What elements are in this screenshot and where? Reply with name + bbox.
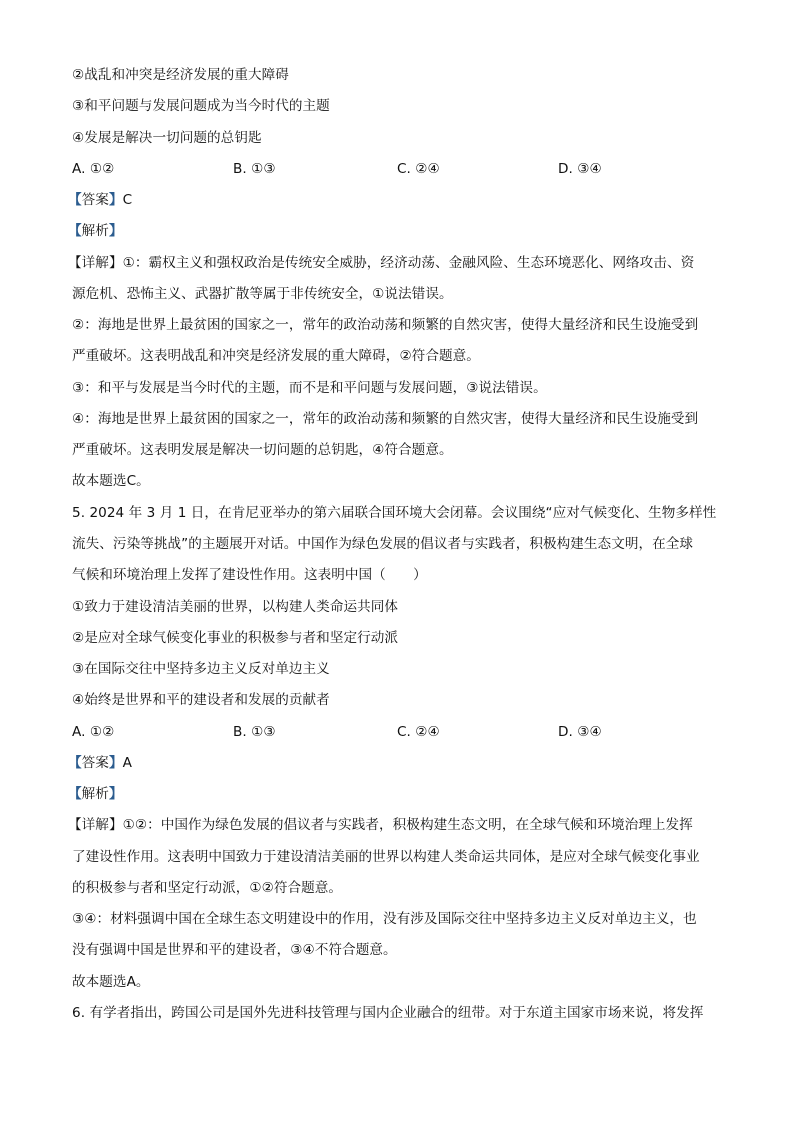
q5-option-b: B. ①③ <box>233 723 276 740</box>
q4-option-d: D. ③④ <box>558 160 602 177</box>
answer-label: 答案 <box>81 192 109 209</box>
right-bracket-icon: 】 <box>108 192 123 209</box>
q4-detail-line-1 <box>68 248 718 279</box>
detail-label-open: 【 <box>68 817 82 834</box>
q5-options <box>72 717 718 748</box>
right-bracket-icon: 】 <box>108 754 123 771</box>
q5-stem-line-1: 5. 2024 年 3 月 1 日，在肯尼亚举办的第六届联合国环境大会闭幕。会议围绕“应对气候变化、生物多样性 <box>72 504 717 521</box>
q5-statement-4: ④始终是世界和平的建设者和发展的贡献者 <box>72 692 330 709</box>
q4-detail-line-3: ②：海地是世界上最贫困的国家之一，常年的政治动荡和频繁的自然灾害，使得大量经济和民生设施受到 <box>72 317 699 334</box>
document-page <box>68 60 718 1029</box>
q4-statement-4: ④发展是解决一切问题的总钥匙 <box>72 129 262 146</box>
q5-option-c: C. ②④ <box>397 723 440 740</box>
left-bracket-icon: 【 <box>68 192 82 209</box>
q4-statement-2: ②战乱和冲突是经济发展的重大障碍 <box>72 67 289 83</box>
q5-analysis-heading <box>68 779 718 810</box>
left-bracket-icon: 【 <box>68 223 82 240</box>
q5-conclusion: 故本题选A。 <box>72 973 150 990</box>
q5-answer <box>68 748 718 779</box>
detail-text: ①：霸权主义和强权政治是传统安全威胁，经济动荡、金融风险、生态环境恶化、网络攻击、资 <box>122 254 695 271</box>
q5-option-a: A. ①② <box>72 723 115 740</box>
q5-option-d: D. ③④ <box>558 723 602 740</box>
q4-options <box>72 154 718 185</box>
detail-label-close: 】 <box>108 817 123 834</box>
q6-stem-line-1: 6. 有学者指出，跨国公司是国外先进科技管理与国内企业融合的纽带。对于东道主国家市场来说，将发挥 <box>72 1004 704 1021</box>
q5-statement-2: ②是应对全球气候变化事业的积极参与者和坚定行动派 <box>72 629 399 646</box>
q5-detail-line-4: ③④：材料强调中国在全球生态文明建设中的作用，没有涉及国际交往中坚持多边主义反对单边主义，也 <box>72 911 697 928</box>
q4-conclusion: 故本题选C。 <box>72 473 150 490</box>
q5-detail-line-3: 的积极参与者和坚定行动派，①②符合题意。 <box>72 879 343 896</box>
q4-detail-line-2: 源危机、恐怖主义、武器扩散等属于非传统安全，①说法错误。 <box>72 285 453 302</box>
right-bracket-icon: 】 <box>108 223 123 240</box>
q5-detail-line-5: 没有强调中国是世界和平的建设者，③④不符合题意。 <box>72 942 397 959</box>
q4-detail-line-7: 严重破坏。这表明发展是解决一切问题的总钥匙，④符合题意。 <box>72 442 453 459</box>
right-bracket-icon: 】 <box>108 786 123 803</box>
q4-detail-line-4: 严重破坏。这表明战乱和冲突是经济发展的重大障碍，②符合题意。 <box>72 348 480 365</box>
left-bracket-icon: 【 <box>68 754 82 771</box>
q4-detail-line-6: ④：海地是世界上最贫困的国家之一，常年的政治动荡和频繁的自然灾害，使得大量经济和民生设施受到 <box>72 410 699 427</box>
detail-label: 详解 <box>81 817 109 834</box>
q5-statement-3: ③在国际交往中坚持多边主义反对单边主义 <box>72 661 330 678</box>
detail-label-close: 】 <box>108 254 123 271</box>
q4-answer <box>68 185 718 216</box>
detail-label: 详解 <box>81 254 109 271</box>
q4-option-a: A. ①② <box>72 160 115 177</box>
q4-detail-line-5: ③：和平与发展是当今时代的主题，而不是和平问题与发展问题，③说法错误。 <box>72 379 547 396</box>
q5-statement-1: ①致力于建设清洁美丽的世界，以构建人类命运共同体 <box>72 598 399 615</box>
analysis-label: 解析 <box>81 223 109 240</box>
q4-option-c: C. ②④ <box>397 160 440 177</box>
q5-stem-line-3: 气候和环境治理上发挥了建设性作用。这表明中国（ ） <box>72 567 427 584</box>
answer-value: A <box>122 754 132 771</box>
q5-stem-line-2: 流失、污染等挑战”的主题展开对话。中国作为绿色发展的倡议者与实践者，积极构建生态文明，在全球 <box>72 535 694 552</box>
q4-option-b: B. ①③ <box>233 160 276 177</box>
q4-statement-3: ③和平问题与发展问题成为当今时代的主题 <box>72 98 330 115</box>
q5-detail-line-2: 了建设性作用。这表明中国致力于建设清洁美丽的世界以构建人类命运共同体，是应对全球气候变化事业 <box>72 848 700 865</box>
left-bracket-icon: 【 <box>68 786 82 803</box>
q5-detail-line-1 <box>68 810 718 841</box>
detail-label-open: 【 <box>68 254 82 271</box>
q4-analysis-heading <box>68 216 718 247</box>
answer-label: 答案 <box>81 754 109 771</box>
analysis-label: 解析 <box>81 786 109 803</box>
detail-text: ①②：中国作为绿色发展的倡议者与实践者，积极构建生态文明，在全球气候和环境治理上发挥 <box>122 817 693 834</box>
answer-value: C <box>122 192 133 209</box>
